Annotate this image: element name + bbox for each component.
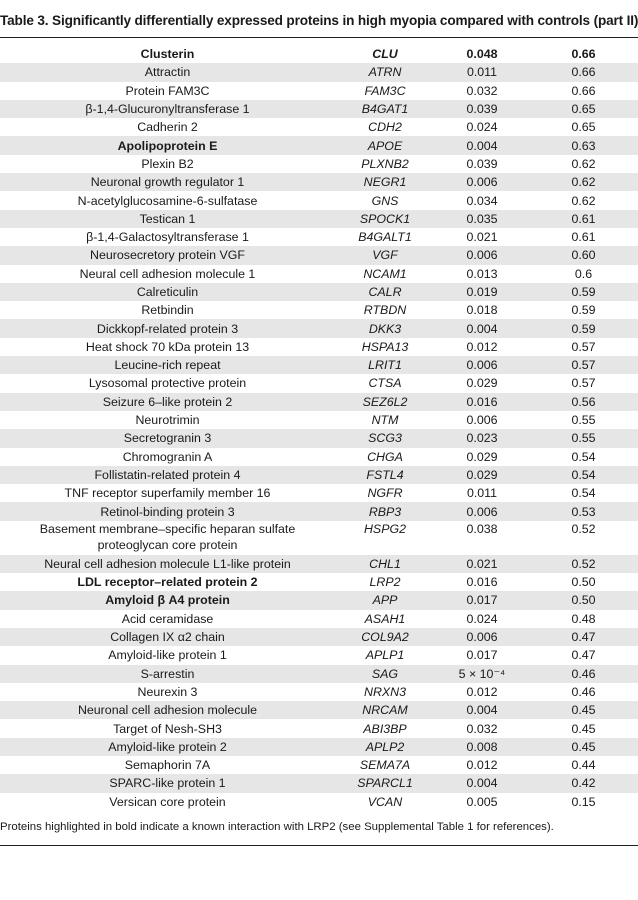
gene-cell: RBP3 [335,502,435,520]
protein-name-cell [0,246,335,264]
protein-name-cell [0,118,335,136]
table-row [0,573,638,591]
p-value-cell: 0.004 [435,701,529,719]
bottom-rule [0,845,638,846]
ratio-cell: 0.44 [571,758,596,773]
gene-cell: NRXN3 [364,684,406,699]
protein-name: Attractin [144,65,191,80]
protein-name-cell [0,756,335,774]
gene-cell: LRP2 [369,575,401,590]
protein-name-cell [0,573,335,591]
p-value-cell: 0.006 [435,246,529,264]
gene-cell: CTSA [368,376,402,391]
table-row [0,793,638,811]
ratio-cell: 0.55 [529,429,638,447]
p-value-cell: 0.011 [435,63,529,81]
ratio-cell: 0.46 [529,665,638,683]
p-value-cell: 0.006 [435,502,529,520]
table-row [0,774,638,792]
gene-cell: APLP1 [365,648,405,663]
protein-name-cell [0,555,335,573]
table-row [0,173,638,191]
protein-name: S-arrestin [140,666,195,681]
protein-name-cell [0,448,335,466]
gene-cell: FSTL4 [335,466,435,484]
gene-cell: CALR [335,283,435,301]
header-ratio: 0.66 [571,47,596,62]
protein-name: Testican 1 [139,211,196,226]
table-row [0,265,638,283]
ratio-cell: 0.66 [571,83,596,98]
protein-name: Amyloid-like protein 2 [108,739,227,754]
p-value-cell: 0.024 [466,120,498,135]
gene-cell: SEZ6L2 [335,393,435,411]
protein-name: Amyloid β A4 protein [105,593,230,608]
gene-cell: ASAH1 [364,611,406,626]
protein-name-cell [0,191,335,209]
protein-name-cell [0,82,335,100]
protein-name-cell [0,683,335,701]
gene-cell: NCAM1 [363,266,407,281]
gene-cell: LRIT1 [335,356,435,374]
p-value-cell: 0.017 [466,648,498,663]
table-row [0,411,638,429]
ratio-cell: 0.57 [571,376,596,391]
ratio-cell: 0.47 [571,648,596,663]
table-row [0,191,638,209]
table-row [0,319,638,337]
table-row [0,738,638,756]
table-row [0,283,638,301]
gene-cell: APLP2 [335,738,435,756]
table-row [0,683,638,701]
protein-name-cell [0,665,335,683]
p-value-cell: 0.029 [466,376,498,391]
ratio-cell: 0.62 [529,173,638,191]
protein-name-cell [0,265,335,283]
ratio-cell: 0.54 [571,449,596,464]
ratio-cell: 0.52 [529,555,638,573]
p-value-cell: 0.012 [466,339,498,354]
ratio-cell: 0.54 [571,486,596,501]
table-header-row [0,45,638,63]
ratio-cell: 0.56 [529,393,638,411]
protein-name-cell [0,283,335,301]
ratio-cell: 0.54 [529,466,638,484]
p-value-cell: 0.032 [466,721,498,736]
ratio-cell: 0.46 [571,684,596,699]
table-row [0,628,638,646]
protein-name: Acid ceramidase [121,611,214,626]
ratio-cell: 0.55 [571,413,596,428]
ratio-cell: 0.48 [571,611,596,626]
gene-cell: CDH2 [368,120,402,135]
gene-cell: VGF [335,246,435,264]
ratio-cell: 0.6 [574,266,593,281]
protein-name-cell [0,793,335,811]
protein-name-cell [0,738,335,756]
protein-name: Amyloid-like protein 1 [108,648,227,663]
ratio-cell: 0.61 [529,210,638,228]
protein-name: Plexin B2 [141,156,194,171]
protein-name: Neurosecretory protein VGF [90,248,245,263]
ratio-cell: 0.65 [571,120,596,135]
ratio-cell: 0.65 [529,100,638,118]
protein-name: Neurexin 3 [137,684,198,699]
table-row [0,429,638,447]
table-row [0,555,638,573]
protein-name: Retbindin [141,303,194,318]
ratio-cell: 0.57 [529,356,638,374]
p-value-cell: 0.034 [466,193,498,208]
gene-cell: SPOCK1 [335,210,435,228]
table-row [0,136,638,154]
header-p-value: 0.048 [466,47,498,62]
gene-cell: PLXNB2 [361,156,409,171]
protein-name: TNF receptor superfamily member 16 [64,486,271,501]
ratio-cell: 0.45 [571,721,596,736]
table-row [0,756,638,774]
table-row [0,356,638,374]
p-value-cell: 5 × 10⁻⁴ [435,665,529,683]
protein-name-cell [0,646,335,664]
ratio-cell: 0.59 [529,319,638,337]
table-row [0,719,638,737]
protein-name-cell [0,719,335,737]
protein-name-cell [0,411,335,429]
p-value-cell: 0.006 [435,356,529,374]
protein-name-cell [0,356,335,374]
p-value-cell: 0.035 [435,210,529,228]
gene-cell: NTM [371,413,399,428]
protein-name: Dickkopf-related protein 3 [96,321,239,336]
protein-name: β-1,4-Glucuronyltransferase 1 [85,102,250,117]
table-row [0,155,638,173]
p-value-cell: 0.029 [435,466,529,484]
p-value-cell: 0.012 [466,684,498,699]
protein-name: Neural cell adhesion molecule L1-like protein [44,556,291,571]
table-row [0,393,638,411]
protein-name: Protein FAM3C [125,83,210,98]
protein-name: β-1,4-Galactosyltransferase 1 [86,230,249,245]
p-value-cell: 0.039 [466,156,498,171]
table-row [0,246,638,264]
ratio-cell: 0.62 [571,193,596,208]
p-value-cell: 0.024 [466,611,498,626]
protein-name: Retinol-binding protein 3 [100,504,235,519]
protein-name-cell [0,628,335,646]
ratio-cell: 0.15 [571,794,596,809]
table-footnote: Proteins highlighted in bold indicate a known interaction with LRP2 (see Supplemental Table 1 for references). [0,821,554,833]
table-row [0,228,638,246]
ratio-cell: 0.63 [529,136,638,154]
protein-name: Versican core protein [109,794,226,809]
p-value-cell: 0.023 [435,429,529,447]
protein-name-cell [0,466,335,484]
ratio-cell: 0.45 [529,738,638,756]
gene-cell: CHL1 [335,555,435,573]
table-row [0,591,638,609]
protein-name-cell [0,591,335,609]
table-row [0,521,638,555]
protein-name: Neurotrimin [135,413,200,428]
gene-cell: SAG [335,665,435,683]
protein-name-cell [0,521,335,555]
ratio-cell: 0.62 [571,156,596,171]
protein-name: Seizure 6–like protein 2 [102,394,233,409]
protein-name-cell [0,100,335,118]
ratio-cell: 0.47 [529,628,638,646]
p-value-cell: 0.038 [466,521,498,536]
protein-name: Follistatin-related protein 4 [94,467,241,482]
top-rule [0,37,638,38]
protein-name-cell [0,301,335,319]
p-value-cell: 0.032 [466,83,498,98]
table-row [0,63,638,81]
table-row [0,466,638,484]
ratio-cell: 0.50 [529,591,638,609]
protein-name-cell [0,136,335,154]
p-value-cell: 0.006 [435,628,529,646]
protein-name-cell [0,701,335,719]
protein-name: Semaphorin 7A [124,758,211,773]
protein-name-cell [0,338,335,356]
p-value-cell: 0.039 [435,100,529,118]
gene-cell: DKK3 [335,319,435,337]
protein-table [0,45,638,811]
protein-name-cell [0,155,335,173]
protein-name-cell [0,228,335,246]
ratio-cell: 0.66 [529,63,638,81]
gene-cell: B4GAT1 [335,100,435,118]
table-row [0,100,638,118]
protein-name: Neuronal growth regulator 1 [90,175,245,190]
p-value-cell: 0.005 [466,794,498,809]
protein-name-cell [0,502,335,520]
gene-cell: FAM3C [364,83,406,98]
gene-cell: GNS [371,193,399,208]
table-row [0,374,638,392]
table-row [0,646,638,664]
protein-name: Calreticulin [136,285,199,299]
protein-name: N-acetylglucosamine-6-sulfatase [77,193,258,208]
p-value-cell: 0.013 [466,266,498,281]
table-row [0,210,638,228]
protein-name-cell [0,429,335,447]
gene-cell: APOE [335,136,435,154]
protein-name: Neuronal cell adhesion molecule [77,703,258,718]
table-row [0,484,638,502]
p-value-cell: 0.012 [466,758,498,773]
ratio-cell: 0.50 [571,575,596,590]
table-row [0,502,638,520]
p-value-cell: 0.018 [466,303,498,318]
p-value-cell: 0.021 [466,230,498,245]
ratio-cell: 0.45 [529,701,638,719]
protein-name-cell [0,610,335,628]
table-row [0,701,638,719]
gene-cell: HSPA13 [361,339,409,354]
table-row [0,610,638,628]
protein-name-cell [0,63,335,81]
protein-name-continued: proteoglycan core protein [97,537,238,552]
gene-cell: NRCAM [335,701,435,719]
p-value-cell: 0.006 [466,413,498,428]
protein-name-cell [0,774,335,792]
table-row [0,118,638,136]
p-value-cell: 0.016 [466,575,498,590]
protein-name: Basement membrane–specific heparan sulfate [39,521,296,536]
protein-name-cell [0,210,335,228]
p-value-cell: 0.004 [435,774,529,792]
ratio-cell: 0.52 [571,521,596,536]
gene-cell: ABI3BP [363,721,407,736]
protein-name: Secretogranin 3 [123,431,212,446]
gene-cell: VCAN [367,794,403,809]
p-value-cell: 0.017 [435,591,529,609]
ratio-cell: 0.60 [529,246,638,264]
protein-name-cell [0,319,335,337]
p-value-cell: 0.004 [435,136,529,154]
ratio-cell: 0.57 [571,339,596,354]
protein-name: Apolipoprotein E [117,138,218,153]
table-row [0,301,638,319]
gene-cell: NEGR1 [335,173,435,191]
gene-cell: B4GALT1 [358,230,412,245]
gene-cell: SCG3 [335,429,435,447]
p-value-cell: 0.019 [435,283,529,301]
table-row [0,82,638,100]
gene-cell: HSPG2 [363,521,406,536]
protein-name: Collagen IX α2 chain [110,630,225,645]
protein-name: Leucine-rich repeat [114,358,221,373]
protein-name: SPARC-like protein 1 [109,776,226,791]
table-title: Table 3. Significantly differentially expressed proteins in high myopia compared with controls (part II) [0,13,638,28]
gene-cell: CHGA [367,449,403,464]
header-gene: CLU [372,47,398,62]
protein-name-cell [0,484,335,502]
ratio-cell: 0.61 [571,230,596,245]
protein-name: Cadherin 2 [137,120,198,135]
header-protein: Clusterin [140,47,195,62]
ratio-cell: 0.42 [529,774,638,792]
protein-name: Target of Nesh-SH3 [113,721,222,736]
gene-cell: ATRN [335,63,435,81]
gene-cell: APP [335,591,435,609]
gene-cell: NGFR [367,486,403,501]
gene-cell: RTBDN [363,303,407,318]
p-value-cell: 0.021 [435,555,529,573]
protein-name: Heat shock 70 kDa protein 13 [85,339,250,354]
protein-name: Neural cell adhesion molecule 1 [79,266,256,281]
table-row [0,448,638,466]
protein-name: Lysosomal protective protein [88,376,247,391]
protein-name: Chromogranin A [122,449,213,464]
gene-cell: COL9A2 [335,628,435,646]
protein-name-cell [0,393,335,411]
protein-name-cell [0,374,335,392]
p-value-cell: 0.004 [435,319,529,337]
table-row [0,338,638,356]
ratio-cell: 0.59 [571,303,596,318]
table-row [0,665,638,683]
p-value-cell: 0.029 [466,449,498,464]
ratio-cell: 0.59 [529,283,638,301]
protein-name: LDL receptor–related protein 2 [77,575,258,590]
protein-name-cell [0,173,335,191]
ratio-cell: 0.53 [529,502,638,520]
p-value-cell: 0.006 [435,173,529,191]
p-value-cell: 0.016 [435,393,529,411]
p-value-cell: 0.008 [435,738,529,756]
gene-cell: SPARCL1 [335,774,435,792]
p-value-cell: 0.011 [466,486,498,501]
gene-cell: SEMA7A [359,758,411,773]
